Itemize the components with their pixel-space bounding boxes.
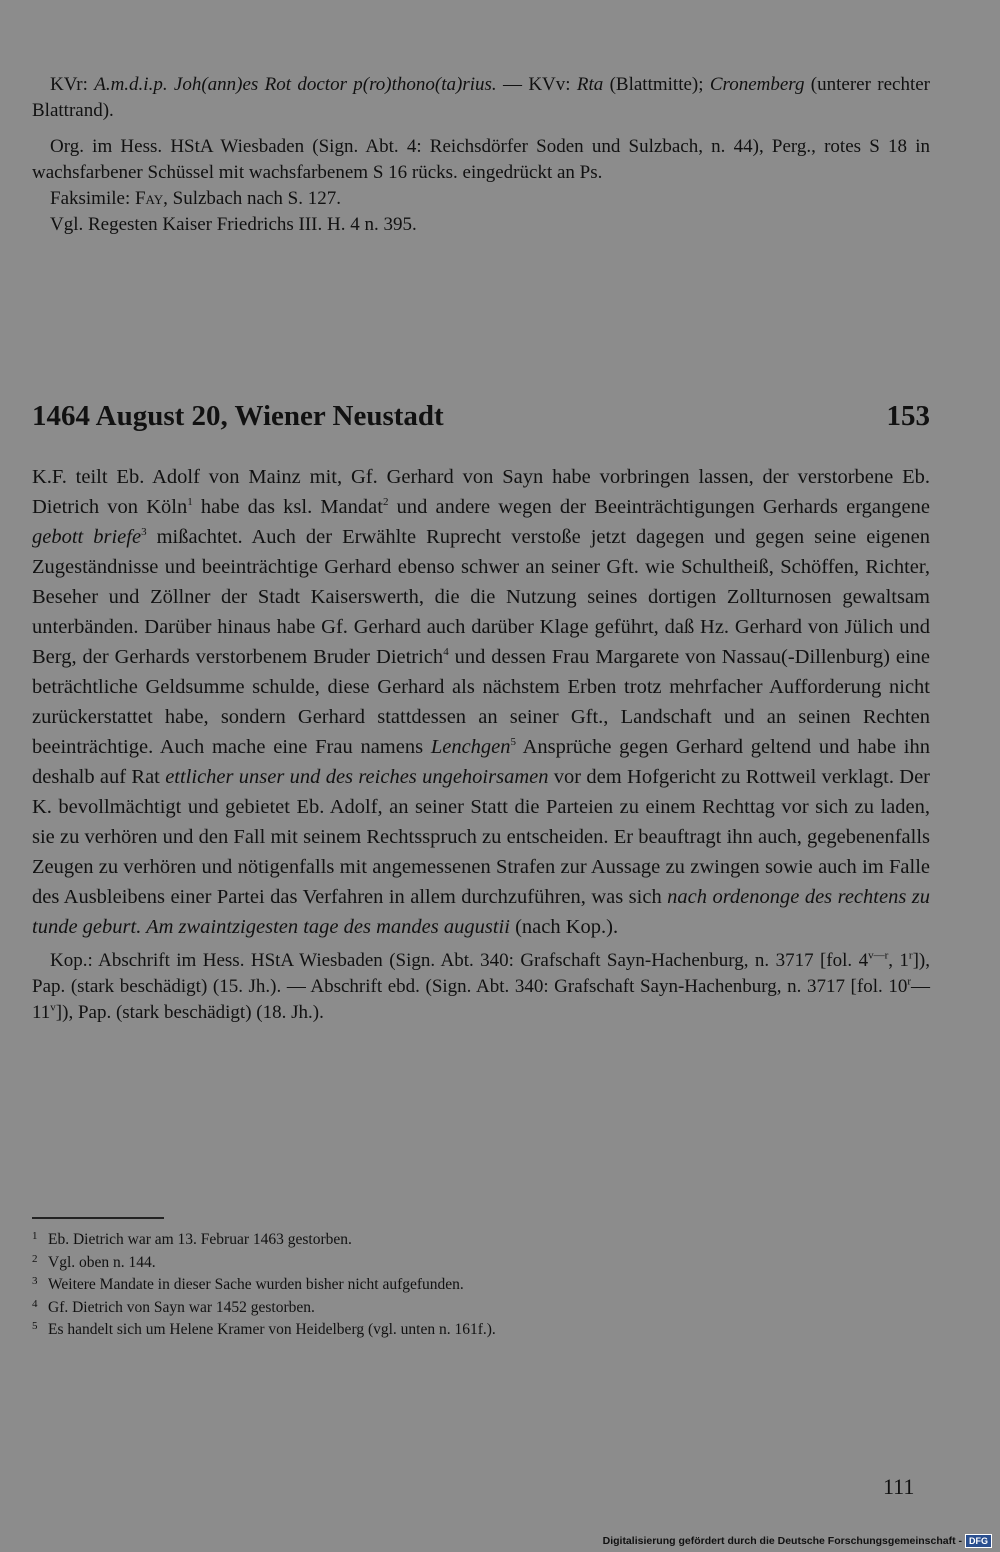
- footnote-ref: 1: [187, 496, 193, 509]
- text-run: ]), Pap. (stark beschädigt) (18. Jh.).: [55, 1002, 324, 1023]
- footnote-text: Eb. Dietrich war am 13. Februar 1463 gestorben.: [48, 1231, 352, 1248]
- text-run: —11: [32, 976, 930, 1023]
- text-run: Ansprüche gegen Gerhard geltend und habe ihn deshalb auf Rat: [32, 736, 930, 788]
- faksimile-ref: , Sulzbach nach S. 127.: [163, 188, 341, 209]
- previous-entry-notes: [32, 72, 930, 238]
- kv-pos2: (unterer rechter Blattrand).: [32, 74, 930, 121]
- footnote-text: Es handelt sich um Helene Kramer von Heidelberg (vgl. unten n. 161f.).: [48, 1321, 496, 1338]
- footnote: [32, 1252, 930, 1275]
- kv-cronemberg: Cronemberg: [709, 74, 805, 95]
- kv-label: KVr:: [50, 74, 95, 95]
- text-run: Kop.: Abschrift im Hess. HStA Wiesbaden (Sign. Abt. 340: Grafschaft Sayn-Hachenburg, n. 3717 [fol. 4: [50, 950, 869, 971]
- folio-mark: v: [50, 1001, 56, 1014]
- folio-mark: r: [908, 949, 913, 962]
- text-run: , 1: [888, 950, 909, 971]
- footnote-mark: 2: [32, 1252, 38, 1265]
- text-run: ]), Pap. (stark beschädigt) (15. Jh.). — Abschrift ebd. (Sign. Abt. 340: Grafschaft Sayn-Hachenburg, n. 3717 [fol. 10: [32, 950, 930, 997]
- footnote-ref: 2: [382, 496, 389, 509]
- kopie-note: [32, 948, 930, 1026]
- entry-heading: [32, 400, 930, 433]
- entry-body: [32, 462, 930, 1026]
- footnote-divider: [32, 1217, 164, 1219]
- credit-text: Digitalisierung gefördert durch die Deutsche Forschungsgemeinschaft -: [602, 1535, 962, 1547]
- footnote-text: Vgl. oben n. 144.: [48, 1253, 156, 1271]
- quoted-text: ettlicher unser und des reiches ungehoirsamen: [165, 766, 549, 788]
- regest-text: [32, 462, 930, 942]
- text-run: und dessen Frau Margarete von Nassau(-Dillenburg) eine beträchtliche Geldsumme schulde, diese Gerhard als nächstem Erben trotz mehrfacher Aufforderung nicht zurückerstattet habe, sondern Gerhard stattdessen an seiner Gft., Landschaft und an seinen Rechten beeinträchtige. Auch mache eine Frau namens: [32, 646, 930, 758]
- text-run: (nach Kop.).: [509, 916, 619, 938]
- dfg-logo: DFG: [965, 1534, 992, 1548]
- text-run: habe das ksl. Mandat: [192, 496, 383, 518]
- footnote: [32, 1319, 930, 1342]
- text-run: K.F. teilt Eb. Adolf von Mainz mit, Gf. Gerhard von Sayn habe vorbringen lassen, der verstorbene Eb. Dietrich von Köln: [32, 466, 930, 518]
- footnote: [32, 1297, 930, 1320]
- digitization-credit: [603, 1534, 992, 1548]
- page-number: 111: [883, 1474, 915, 1499]
- footnote-ref: 4: [443, 646, 449, 659]
- footnote-mark: 4: [32, 1297, 38, 1310]
- quoted-text: Lenchgen: [430, 736, 511, 758]
- text-run: vor dem Hofgericht zu Rottweil verklagt. Der K. bevollmächtigt und gebietet Eb. Adolf, an seiner Statt die Parteien zu einem Rechttag vor sich zu laden, sie zu verhören und den Fall mit seinem Rechtsspruch zu entscheiden. Er beauftragt ihn auch, gegebenenfalls Zeugen zu verhören und nötigenfalls mit angemessenen Strafen zur Aussage zu zwingen sowie auch im Falle des Ausbleibens einer Partei das Verfahren in allem durchzuführen, was sich: [32, 766, 931, 908]
- footnote-text: Gf. Dietrich von Sayn war 1452 gestorben.: [48, 1298, 315, 1316]
- kv-rta: Rta: [576, 74, 604, 95]
- kv-pos1: (Blattmitte);: [603, 74, 710, 95]
- text-run: und andere wegen der Beeinträchtigungen Gerhards ergangene: [388, 496, 930, 518]
- original-note: Org. im Hess. HStA Wiesbaden (Sign. Abt. 4: Reichsdörfer Soden und Sulzbach, n. 44), Perg., rotes S 18 in wachsfarbener Schüssel mit wachsfarbenem S 16 rücks. eingedrückt an Ps.: [32, 136, 930, 183]
- text-run: mißachtet. Auch der Erwählte Ruprecht verstoße jetzt dagegen und gegen seine eigenen Zugeständnisse und beeinträchtige Gerhard ebenso schwer an seiner Gft. wie Schultheiß, Schöffen, Richter, Beseher und Zöllner der Stadt Kaiserswerth, die die Nutzung seines dortigen Zollturnosen gewaltsam unterbänden. Darüber hinaus habe Gf. Gerhard auch darüber Klage geführt, daß Hz. Gerhard von Jülich und Berg, der Gerhards verstorbenem Bruder Dietrich: [32, 526, 930, 668]
- footnote-mark: 3: [32, 1275, 38, 1287]
- entry-number: 153: [886, 400, 930, 432]
- faksimile-author: Fay: [134, 188, 164, 209]
- folio-mark: r: [907, 975, 911, 988]
- footnote-text: Weitere Mandate in dieser Sache wurden bisher nicht aufgefunden.: [48, 1276, 464, 1293]
- kv-sep: — KVv:: [496, 74, 577, 95]
- footnote: [32, 1229, 930, 1252]
- footnotes: [32, 1229, 930, 1342]
- faksimile-note: [32, 186, 930, 212]
- quoted-text: gebott briefe: [32, 526, 142, 548]
- footnote-ref: 3: [141, 526, 147, 539]
- kanzleivermerk: [32, 72, 930, 124]
- quoted-text: nach ordenonge des rechtens zu tunde geburt. Am zwaintzigesten tage des mandes augustii: [32, 886, 930, 938]
- regesten-note: Vgl. Regesten Kaiser Friedrichs III. H. 4 n. 395.: [50, 214, 417, 235]
- faksimile-label: Faksimile:: [50, 188, 135, 209]
- footnote-ref: 5: [510, 736, 517, 749]
- footnote-mark: 5: [32, 1320, 38, 1332]
- footnote-mark: 1: [32, 1230, 38, 1242]
- footnote: [32, 1274, 930, 1297]
- entry-date-place: 1464 August 20, Wiener Neustadt: [32, 400, 444, 432]
- kv-text: A.m.d.i.p. Joh(ann)es Rot doctor p(ro)thono(ta)rius.: [94, 74, 497, 95]
- folio-mark: v—r: [868, 949, 889, 962]
